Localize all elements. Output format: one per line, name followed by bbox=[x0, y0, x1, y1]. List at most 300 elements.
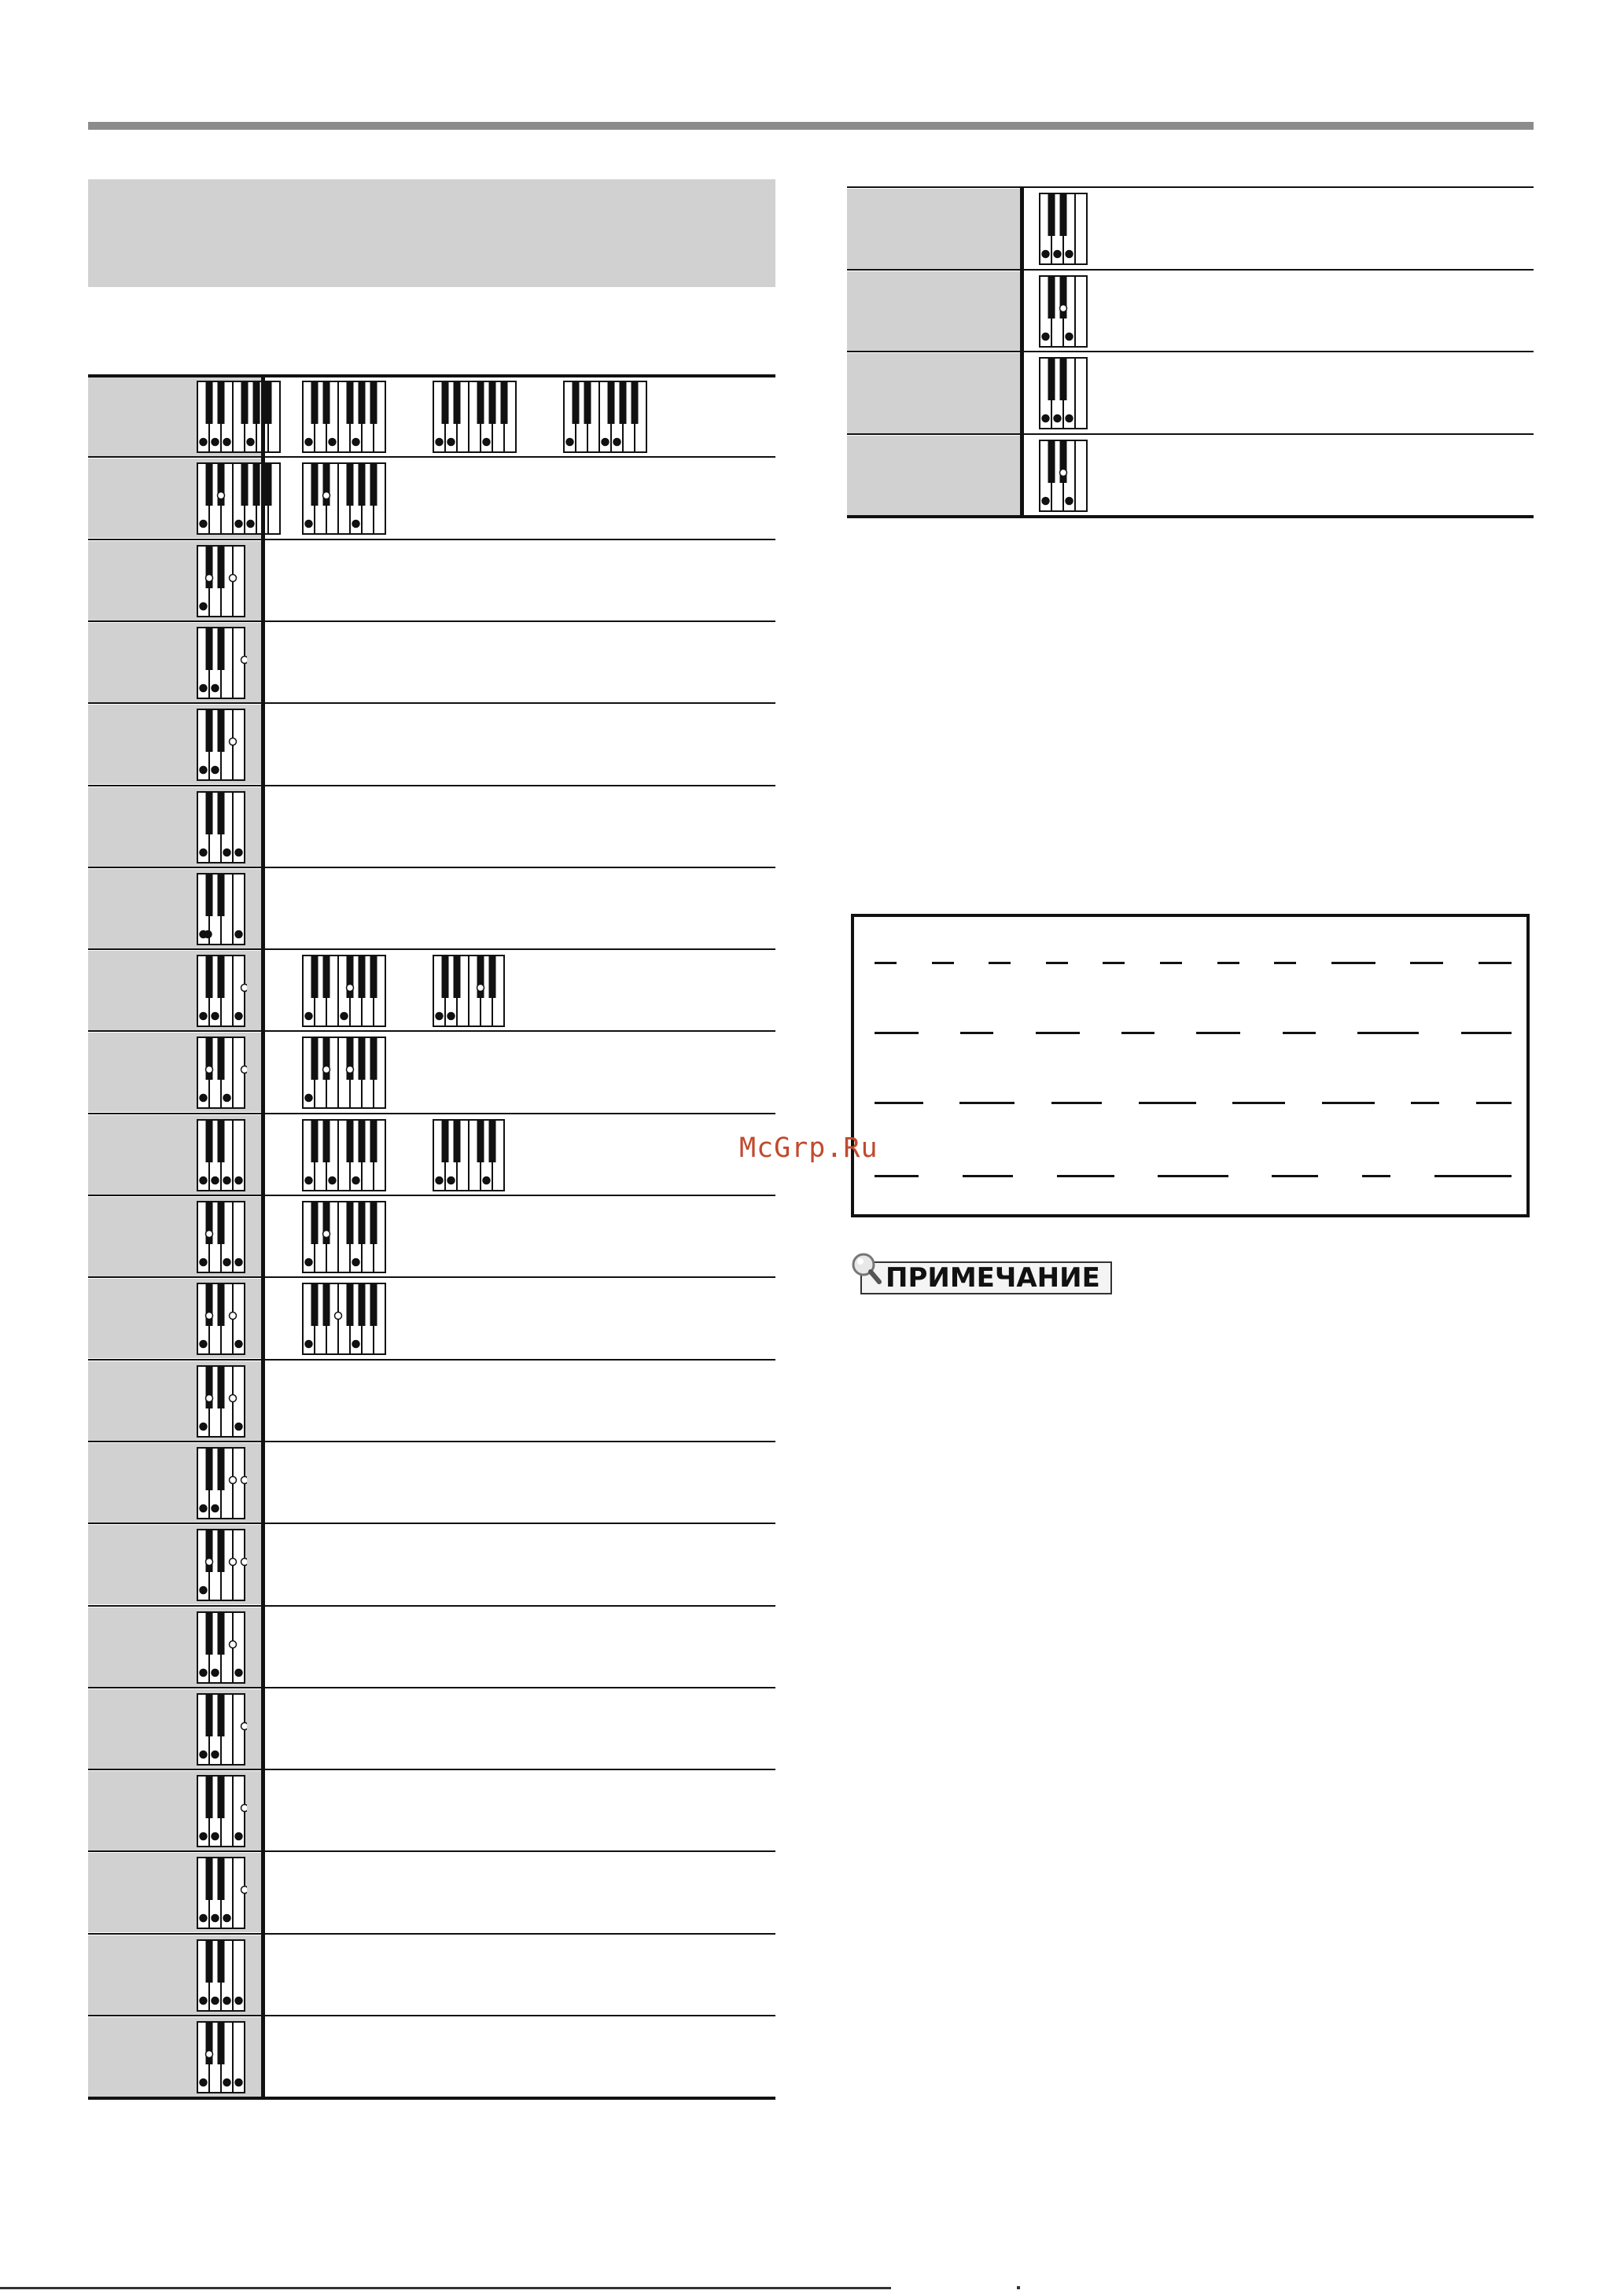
blank-line bbox=[875, 1032, 919, 1034]
chord-keyboard-diagram bbox=[197, 2021, 247, 2095]
black-key bbox=[218, 956, 225, 998]
chord-keyboard-diagram bbox=[197, 462, 282, 536]
note-dot bbox=[200, 439, 207, 446]
blank-line bbox=[1410, 962, 1443, 964]
note-dot bbox=[230, 575, 237, 582]
note-dot bbox=[230, 1559, 237, 1566]
note-dot bbox=[305, 1013, 312, 1020]
note-dot bbox=[235, 1423, 242, 1431]
black-key bbox=[454, 1120, 461, 1162]
note-dot bbox=[305, 1341, 312, 1348]
black-key bbox=[206, 1858, 213, 1900]
chord-table-left bbox=[88, 374, 775, 2097]
black-key bbox=[359, 1120, 366, 1162]
chord-keyboard-diagram bbox=[302, 381, 388, 455]
blank-line bbox=[1158, 1175, 1228, 1177]
black-key bbox=[1048, 193, 1055, 236]
blank-line bbox=[1046, 962, 1068, 964]
note-dot bbox=[212, 439, 219, 446]
note-dot bbox=[1060, 469, 1067, 477]
black-key bbox=[632, 381, 639, 424]
black-key bbox=[454, 956, 461, 998]
blank-line bbox=[1057, 1175, 1114, 1177]
white-key bbox=[1075, 358, 1087, 429]
note-dot bbox=[204, 931, 212, 938]
black-key bbox=[311, 1283, 319, 1326]
note-dot bbox=[305, 1095, 312, 1102]
note-dot bbox=[230, 1313, 237, 1320]
chord-keyboard-diagram bbox=[197, 381, 282, 455]
chord-keyboard-diagram bbox=[197, 791, 247, 865]
note-dot bbox=[347, 1066, 354, 1073]
blank-line bbox=[959, 1102, 1015, 1104]
bottom-mark bbox=[1017, 2286, 1020, 2289]
black-key bbox=[218, 1940, 225, 1983]
black-key bbox=[253, 463, 260, 506]
row-rule bbox=[88, 1523, 775, 1524]
chord-keyboard-diagram bbox=[197, 1119, 247, 1193]
note-dot bbox=[223, 1259, 230, 1266]
black-key bbox=[206, 1612, 213, 1655]
blank-line bbox=[875, 1175, 919, 1177]
note-dot bbox=[212, 1998, 219, 2005]
chord-keyboard-diagram bbox=[197, 1037, 247, 1110]
row-rule bbox=[88, 1850, 775, 1852]
row-rule bbox=[88, 1276, 775, 1278]
row-rule bbox=[88, 1769, 775, 1770]
black-key bbox=[620, 381, 627, 424]
note-dot bbox=[200, 1259, 207, 1266]
black-key bbox=[218, 1448, 225, 1490]
black-key bbox=[323, 381, 330, 424]
blank-line bbox=[1196, 1032, 1240, 1034]
note-dot bbox=[241, 657, 248, 664]
black-key bbox=[477, 1120, 484, 1162]
blank-line bbox=[1036, 1032, 1080, 1034]
note-dot bbox=[241, 1887, 248, 1894]
black-key bbox=[265, 463, 272, 506]
white-key bbox=[1075, 276, 1087, 347]
row-rule bbox=[88, 620, 775, 622]
row-rule bbox=[847, 269, 1534, 271]
note-dot bbox=[1054, 251, 1061, 258]
row-rule bbox=[88, 374, 775, 377]
note-dot bbox=[1054, 415, 1061, 422]
chord-keyboard-diagram bbox=[197, 627, 247, 701]
watermark: McGrp.Ru bbox=[739, 1132, 878, 1164]
note-dot bbox=[1066, 415, 1073, 422]
black-key bbox=[323, 956, 330, 998]
note-dot bbox=[447, 439, 455, 446]
black-key bbox=[442, 1120, 449, 1162]
black-key bbox=[218, 381, 225, 424]
black-key bbox=[1048, 276, 1055, 319]
black-key bbox=[218, 1776, 225, 1818]
blank-line bbox=[1103, 962, 1125, 964]
column-divider bbox=[261, 374, 265, 2097]
blank-line bbox=[1479, 962, 1512, 964]
note-dot bbox=[200, 2079, 207, 2086]
black-key bbox=[573, 381, 580, 424]
blank-line bbox=[1476, 1102, 1512, 1104]
note-dot bbox=[247, 439, 254, 446]
black-key bbox=[359, 956, 366, 998]
blank-line bbox=[1357, 1032, 1419, 1034]
black-key bbox=[359, 1283, 366, 1326]
chord-keyboard-diagram bbox=[197, 873, 247, 947]
note-dot bbox=[206, 1395, 213, 1402]
section-heading-band bbox=[88, 179, 775, 287]
chord-keyboard-diagram bbox=[302, 955, 388, 1029]
chord-keyboard-diagram bbox=[197, 1283, 247, 1357]
note-dot bbox=[223, 2079, 230, 2086]
row-rule bbox=[88, 1441, 775, 1442]
black-key bbox=[206, 1448, 213, 1490]
black-key bbox=[218, 1283, 225, 1326]
blank-line bbox=[1121, 1032, 1154, 1034]
note-dot bbox=[200, 1177, 207, 1184]
black-key bbox=[370, 463, 377, 506]
note-dot bbox=[212, 1833, 219, 1840]
white-key bbox=[1075, 193, 1087, 264]
black-key bbox=[206, 1694, 213, 1736]
note-dot bbox=[200, 767, 207, 774]
note-dot bbox=[329, 439, 336, 446]
note-dot bbox=[206, 575, 213, 582]
note-dot bbox=[200, 1751, 207, 1758]
chord-keyboard-diagram bbox=[1039, 440, 1089, 514]
note-dot bbox=[602, 439, 609, 446]
chord-keyboard-diagram bbox=[302, 1037, 388, 1110]
note-dot bbox=[483, 439, 490, 446]
blank-line bbox=[875, 1102, 923, 1104]
note-dot bbox=[335, 1313, 342, 1320]
table-bottom-rule bbox=[88, 2097, 775, 2100]
blank-line bbox=[1461, 1032, 1512, 1034]
note-dot bbox=[1066, 333, 1073, 341]
note-dot bbox=[200, 1013, 207, 1020]
black-key bbox=[359, 463, 366, 506]
row-rule bbox=[88, 1687, 775, 1688]
note-dot bbox=[206, 1066, 213, 1073]
black-key bbox=[218, 1612, 225, 1655]
note-dot bbox=[1066, 251, 1073, 258]
note-dot bbox=[200, 1505, 207, 1512]
chord-keyboard-diagram bbox=[197, 1775, 247, 1849]
row-rule bbox=[88, 456, 775, 458]
row-rule bbox=[88, 1359, 775, 1361]
black-key bbox=[489, 1120, 496, 1162]
note-dot bbox=[352, 521, 359, 528]
note-dot bbox=[223, 1998, 230, 2005]
note-dot bbox=[206, 1559, 213, 1566]
chord-label-cell bbox=[847, 353, 1020, 433]
note-dot bbox=[212, 767, 219, 774]
row-rule bbox=[88, 948, 775, 950]
chord-keyboard-diagram bbox=[302, 1283, 388, 1357]
black-key bbox=[218, 792, 225, 834]
note-dot bbox=[200, 1095, 207, 1102]
chord-keyboard-diagram bbox=[197, 545, 247, 619]
black-key bbox=[218, 1120, 225, 1162]
row-rule bbox=[88, 867, 775, 868]
note-dot bbox=[235, 1259, 242, 1266]
note-dot bbox=[1042, 333, 1049, 341]
note-dot bbox=[235, 931, 242, 938]
black-key bbox=[323, 1120, 330, 1162]
blank-line bbox=[960, 1032, 993, 1034]
chord-keyboard-diagram bbox=[1039, 275, 1089, 349]
blank-line bbox=[989, 962, 1011, 964]
chord-keyboard-diagram bbox=[197, 1529, 247, 1603]
black-key bbox=[347, 381, 354, 424]
blank-line bbox=[1051, 1102, 1102, 1104]
black-key bbox=[311, 463, 319, 506]
note-dot bbox=[200, 1670, 207, 1677]
note-dot bbox=[1042, 251, 1049, 258]
note-dot bbox=[200, 685, 207, 692]
black-key bbox=[311, 381, 319, 424]
black-key bbox=[370, 1120, 377, 1162]
chord-keyboard-diagram bbox=[197, 1365, 247, 1439]
chord-keyboard-diagram bbox=[197, 1693, 247, 1767]
note-dot bbox=[1060, 305, 1067, 312]
note-dot bbox=[206, 1313, 213, 1320]
black-key bbox=[370, 1037, 377, 1080]
black-key bbox=[347, 463, 354, 506]
black-key bbox=[370, 956, 377, 998]
note-dot bbox=[305, 521, 312, 528]
chord-keyboard-diagram bbox=[197, 709, 247, 782]
note-dot bbox=[323, 492, 330, 499]
note-dot bbox=[235, 1013, 242, 1020]
black-key bbox=[206, 709, 213, 752]
black-key bbox=[359, 1202, 366, 1244]
blank-line bbox=[1322, 1102, 1375, 1104]
row-rule bbox=[847, 351, 1534, 352]
black-key bbox=[359, 1037, 366, 1080]
note-dot bbox=[483, 1177, 490, 1184]
note-dot bbox=[477, 985, 484, 992]
black-key bbox=[218, 546, 225, 588]
chord-keyboard-diagram bbox=[302, 1119, 388, 1193]
note-dot bbox=[447, 1177, 455, 1184]
note-dot bbox=[235, 1341, 242, 1348]
black-key bbox=[218, 1037, 225, 1080]
note-dot bbox=[347, 985, 354, 992]
note-dot bbox=[200, 1423, 207, 1431]
black-key bbox=[501, 381, 508, 424]
chord-keyboard-diagram bbox=[197, 1201, 247, 1275]
chord-keyboard-diagram bbox=[1039, 357, 1089, 431]
black-key bbox=[206, 381, 213, 424]
chord-keyboard-diagram bbox=[302, 462, 388, 536]
note-dot bbox=[241, 1477, 248, 1484]
note-dot bbox=[352, 1177, 359, 1184]
black-key bbox=[253, 381, 260, 424]
black-key bbox=[1048, 358, 1055, 400]
note-dot bbox=[241, 985, 248, 992]
row-rule bbox=[88, 1195, 775, 1196]
note-dot bbox=[305, 1177, 312, 1184]
note-dot bbox=[200, 1341, 207, 1348]
blank-line bbox=[1272, 1175, 1318, 1177]
note-dot bbox=[230, 1641, 237, 1648]
note-dot bbox=[223, 1095, 230, 1102]
note-dot bbox=[223, 439, 230, 446]
black-key bbox=[218, 1202, 225, 1244]
note-dot bbox=[200, 1998, 207, 2005]
bottom-rule bbox=[0, 2287, 891, 2289]
blank-line bbox=[963, 1175, 1013, 1177]
black-key bbox=[218, 2022, 225, 2064]
row-rule bbox=[88, 2015, 775, 2016]
note-dot bbox=[1042, 415, 1049, 422]
note-dot bbox=[323, 1066, 330, 1073]
white-key bbox=[1075, 440, 1087, 511]
black-key bbox=[370, 381, 377, 424]
row-rule bbox=[88, 702, 775, 704]
black-key bbox=[218, 709, 225, 752]
note-dot bbox=[200, 1587, 207, 1594]
note-dot bbox=[323, 1231, 330, 1238]
black-key bbox=[218, 874, 225, 916]
note-dot bbox=[241, 1559, 248, 1566]
chord-keyboard-diagram bbox=[433, 381, 518, 455]
black-key bbox=[218, 1530, 225, 1572]
black-key bbox=[1060, 193, 1067, 236]
note-dot bbox=[329, 1177, 336, 1184]
note-dot bbox=[218, 492, 225, 499]
black-key bbox=[477, 381, 484, 424]
note-dot bbox=[566, 439, 573, 446]
note-dot bbox=[241, 1066, 248, 1073]
note-label: ПРИМЕЧАНИЕ bbox=[860, 1261, 1112, 1294]
black-key bbox=[442, 381, 449, 424]
row-rule bbox=[88, 1030, 775, 1032]
note-dot bbox=[447, 1013, 455, 1020]
blank-line bbox=[1160, 962, 1182, 964]
blank-line bbox=[932, 962, 954, 964]
note-dot bbox=[223, 1915, 230, 1922]
note-dot bbox=[352, 1341, 359, 1348]
row-rule bbox=[847, 186, 1534, 188]
note-dot bbox=[206, 2051, 213, 2058]
black-key bbox=[584, 381, 591, 424]
table-bottom-rule bbox=[847, 515, 1534, 518]
blank-line bbox=[1139, 1102, 1196, 1104]
note-dot bbox=[200, 521, 207, 528]
note-dot bbox=[235, 849, 242, 856]
chord-keyboard-diagram bbox=[433, 955, 506, 1029]
black-key bbox=[454, 381, 461, 424]
column-divider bbox=[1020, 186, 1024, 515]
black-key bbox=[347, 1120, 354, 1162]
chord-keyboard-diagram bbox=[433, 1119, 506, 1193]
note-dot bbox=[212, 1670, 219, 1677]
note-dot bbox=[235, 1833, 242, 1840]
black-key bbox=[442, 956, 449, 998]
black-key bbox=[370, 1283, 377, 1326]
black-key bbox=[311, 1120, 319, 1162]
note-dot bbox=[305, 439, 312, 446]
note-dot bbox=[235, 1998, 242, 2005]
black-key bbox=[241, 381, 249, 424]
note-dot bbox=[241, 1723, 248, 1730]
black-key bbox=[241, 463, 249, 506]
note-dot bbox=[613, 439, 621, 446]
blank-line bbox=[1274, 962, 1296, 964]
chord-label-cell bbox=[847, 436, 1020, 516]
note-dot bbox=[223, 1177, 230, 1184]
note-dot bbox=[230, 1395, 237, 1402]
magnifier-icon bbox=[849, 1250, 884, 1290]
black-key bbox=[218, 628, 225, 670]
black-key bbox=[206, 463, 213, 506]
note-dot bbox=[235, 521, 242, 528]
note-dot bbox=[352, 439, 359, 446]
note-dot bbox=[305, 1259, 312, 1266]
black-key bbox=[347, 1283, 354, 1326]
black-key bbox=[206, 792, 213, 834]
blank-line bbox=[1232, 1102, 1285, 1104]
blank-line bbox=[1331, 962, 1375, 964]
black-key bbox=[608, 381, 615, 424]
blank-line bbox=[875, 962, 897, 964]
note-dot bbox=[212, 1177, 219, 1184]
chord-keyboard-diagram bbox=[563, 381, 649, 455]
blank-line bbox=[1362, 1175, 1390, 1177]
note-dot bbox=[1042, 498, 1049, 505]
note-dot bbox=[212, 1751, 219, 1758]
note-dot bbox=[206, 1231, 213, 1238]
note-dot bbox=[352, 1259, 359, 1266]
black-key bbox=[206, 1940, 213, 1983]
black-key bbox=[218, 1694, 225, 1736]
note-dot bbox=[212, 1505, 219, 1512]
row-rule bbox=[88, 1933, 775, 1935]
blank-line bbox=[1217, 962, 1239, 964]
note-dot bbox=[1066, 498, 1073, 505]
note-dot bbox=[212, 1013, 219, 1020]
chord-keyboard-diagram bbox=[197, 1857, 247, 1931]
black-key bbox=[311, 956, 319, 998]
note-dot bbox=[223, 849, 230, 856]
note-dot bbox=[436, 439, 443, 446]
black-key bbox=[1060, 358, 1067, 400]
black-key bbox=[347, 1202, 354, 1244]
black-key bbox=[489, 381, 496, 424]
note-dot bbox=[200, 849, 207, 856]
row-rule bbox=[847, 433, 1534, 435]
black-key bbox=[323, 1283, 330, 1326]
chord-label-cell bbox=[847, 271, 1020, 352]
note-dot bbox=[200, 1833, 207, 1840]
blank-line bbox=[1434, 1175, 1512, 1177]
note-dot bbox=[230, 1477, 237, 1484]
note-dot bbox=[200, 1915, 207, 1922]
top-rule bbox=[88, 122, 1534, 130]
chord-label-cell bbox=[847, 189, 1020, 269]
chord-keyboard-diagram bbox=[1039, 193, 1089, 267]
black-key bbox=[359, 381, 366, 424]
black-key bbox=[206, 874, 213, 916]
black-key bbox=[370, 1202, 377, 1244]
black-key bbox=[311, 1202, 319, 1244]
black-key bbox=[218, 1366, 225, 1408]
black-key bbox=[218, 1858, 225, 1900]
note-dot bbox=[230, 738, 237, 746]
